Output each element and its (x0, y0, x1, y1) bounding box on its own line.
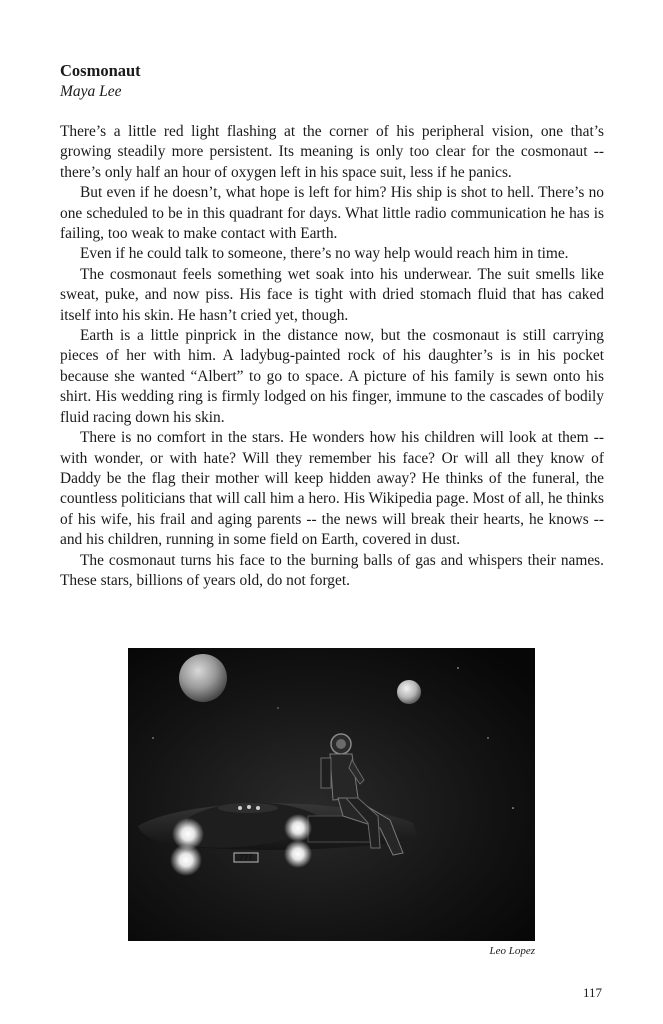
story-paragraph: Even if he could talk to someone, there’s no way help would reach him in time. (80, 245, 569, 263)
large-moon (179, 654, 227, 702)
license-plate-text: 777 (239, 853, 253, 862)
story-paragraph: There is no comfort in the stars. He wonders how his children will look at them -- with wonder, or with hate? Will they remember his face? Or will all they know of Daddy be the flag their mother will keep hidden away? He thinks of the funeral, the countless politicians that will call him a hero. His Wikipedia page. Most of all, he thinks of his wife, his frail and aging parents -- the news will break their hearts, he knows -- and his children, running in some field on Earth, covered in dust. (60, 429, 604, 549)
license-plate (239, 853, 253, 862)
story-body (60, 122, 604, 591)
story-title: Cosmonaut (60, 61, 141, 80)
space-scene-drawing (128, 648, 535, 941)
small-moon (397, 680, 421, 704)
story-paragraph: There’s a little red light flashing at the corner of his peripheral vision, one that’s growing steadily more persistent. Its meaning is only too clear for the cosmonaut -- there’s only half an hour of oxygen left in his space suit, less if he panics. (60, 123, 604, 181)
story-paragraph: Earth is a little pinprick in the distance now, but the cosmonaut is still carrying pieces of her with him. A ladybug-painted rock of his daughter’s is in his pocket because she wanted “Albert” to go to space. A picture of his family is sewn onto his shirt. His wedding ring is firmly lodged on his finger, immune to the cascades of bodily fluid racing down his skin. (60, 327, 604, 426)
page-number: 117 (582, 985, 602, 1000)
cosmonaut-illustration (128, 648, 535, 941)
story-paragraph: But even if he doesn’t, what hope is left for him? His ship is shot to hell. There’s no one scheduled to be in this quadrant for days. What little radio communication he has is failing, too weak to make contact with Earth. (60, 184, 604, 243)
illustration-credit: Leo Lopez (489, 945, 535, 957)
story-paragraph: The cosmonaut feels something wet soak into his underwear. The suit smells like sweat, puke, and now piss. His face is tight with dried stomach fluid that has caked itself into his skin. He hasn’t cried yet, though. (60, 265, 604, 324)
story-author: Maya Lee (60, 83, 122, 100)
story-paragraph: The cosmonaut turns his face to the burning balls of gas and whispers their names. These stars, billions of years old, do not forget. (60, 551, 604, 589)
